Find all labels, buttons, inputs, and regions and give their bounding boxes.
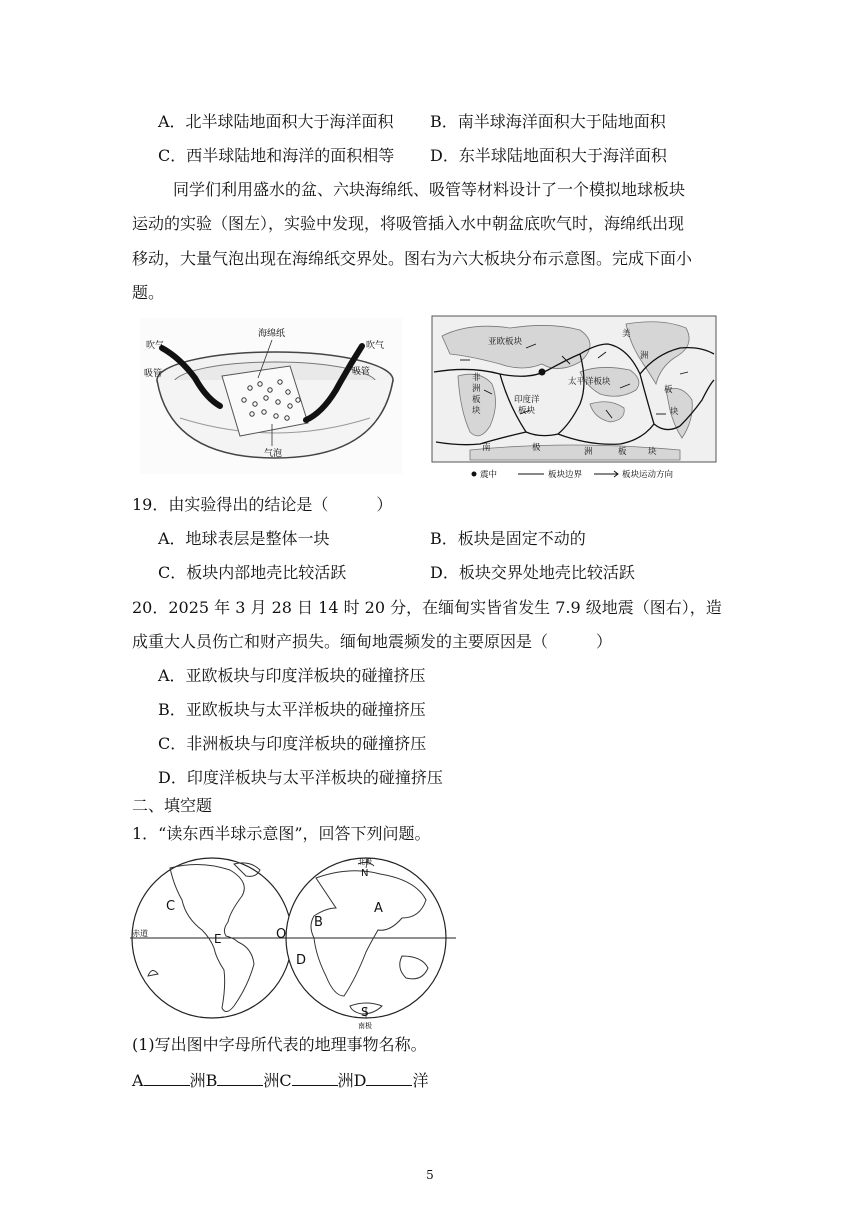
fill-suffix-b: 洲 [263,1071,280,1090]
page-number: 5 [426,1168,434,1182]
plate-label-america-2: 洲 [640,351,649,361]
passage-line-3: 移动，大量气泡出现在海绵纸交界处。图右为六大板块分布示意图。完成下面小 [132,249,693,268]
q19-option-b: B．板块是固定不动的 [430,529,586,548]
label-north-pole: 北极 [358,858,372,866]
q20-stem-line-1: 20．2025 年 3 月 28 日 14 时 20 分，在缅甸实皆省发生 7.9 级地震（图右），造 [132,598,722,617]
passage-line-2: 运动的实验（图左），实验中发现，将吸管插入水中朝盆底吹气时，海绵纸出现 [132,214,685,233]
plate-label-indian-2: 板块 [518,406,536,416]
experiment-figure [140,318,402,474]
q19-option-a: A．地球表层是整体一块 [158,529,330,548]
plate-label-africa-4: 块 [472,406,481,416]
plate-label-pacific: 太平洋板块 [568,377,611,387]
blank-d[interactable] [366,1069,412,1086]
fill-letter-b: B [205,1071,218,1090]
fill-letter-a: A [132,1071,144,1090]
plate-label-antarctic-3: 洲 [584,447,593,457]
globe-letter-d: D [296,953,307,968]
globe-letter-e: E [214,932,222,946]
q20-option-d: D．印度洋板块与太平洋板块的碰撞挤压 [158,768,443,787]
globe-letter-s: S [361,1005,369,1019]
plate-label-antarctic-1: 南 [482,443,491,453]
label-blow-right: 吹气 [366,341,385,351]
label-sponge: 海绵纸 [258,329,286,339]
fill-letter-d: D [353,1071,367,1090]
plate-label-antarctic-2: 极 [532,443,541,453]
plate-map-figure [430,314,720,484]
plate-label-america-plate-1: 板 [664,385,673,395]
q19-option-d: D．板块交界处地壳比较活跃 [430,563,635,582]
option-b-prev: B．南半球海洋面积大于陆地面积 [430,112,666,131]
passage-line-4: 题。 [132,283,165,302]
plate-label-antarctic-5: 块 [648,447,657,457]
label-blow-left: 吹气 [146,341,165,351]
plate-label-africa-2: 洲 [472,384,481,394]
option-d-prev: D．东半球陆地面积大于海洋面积 [430,146,667,165]
legend-direction: 板块运动方向 [622,470,674,480]
q19-option-c: C．板块内部地壳比较活跃 [158,563,347,582]
legend-epicenter: 震中 [480,470,498,480]
label-straw-right: 吸管 [352,367,371,377]
fill-letter-c: C [279,1071,292,1090]
fill-answer-row [132,1069,428,1092]
legend-boundary: 板块边界 [548,470,583,480]
globe-letter-a: A [374,901,383,916]
blank-b[interactable] [217,1069,263,1086]
hemispheres-figure [130,856,456,1030]
globe-letter-c: C [166,899,176,914]
plate-label-antarctic-4: 板 [618,447,627,457]
globe-letter-b: B [314,915,323,930]
plate-label-america-1: 美 [622,329,631,339]
globe-letter-o: O [276,927,287,942]
blank-c[interactable] [292,1069,338,1086]
plate-label-africa-3: 板 [472,395,481,405]
q19-stem: 19．由实验得出的结论是（ ） [132,495,393,514]
fill-suffix-c: 洲 [337,1071,354,1090]
q20-stem-line-2: 成重大人员伤亡和财产损失。缅甸地震频发的主要原因是（ ） [132,632,613,651]
label-straw-left: 吸管 [144,369,163,379]
option-c-prev: C．西半球陆地和海洋的面积相等 [158,146,395,165]
plate-label-indian-1: 印度洋 [514,395,540,405]
label-south-pole: 南极 [358,1022,372,1030]
q20-option-b: B．亚欧板块与太平洋板块的碰撞挤压 [158,700,426,719]
option-a-prev: A．北半球陆地面积大于海洋面积 [158,112,394,131]
label-bubble: 气泡 [264,449,283,459]
passage-line-1: 同学们利用盛水的盆、六块海绵纸、吸管等材料设计了一个模拟地球板块 [173,180,686,199]
fill-suffix-d: 洋 [412,1071,429,1090]
plate-label-eurasia: 亚欧板块 [488,337,523,347]
section-heading: 二、填空题 [132,796,213,815]
plate-label-africa-1: 非 [472,373,481,383]
q20-option-c: C．非洲板块与印度洋板块的碰撞挤压 [158,734,427,753]
fill-q1-stem: 1．“读东西半球示意图”，回答下列问题。 [132,824,431,843]
label-equator: 赤道 [132,929,148,938]
q20-option-a: A．亚欧板块与印度洋板块的碰撞挤压 [158,666,426,685]
fill-sub-question-1: (1)写出图中字母所代表的地理事物名称。 [132,1035,427,1054]
fill-suffix-a: 洲 [189,1071,206,1090]
globe-letter-n: N [361,868,369,879]
plate-label-america-plate-2: 块 [670,407,679,417]
blank-a[interactable] [144,1069,190,1086]
